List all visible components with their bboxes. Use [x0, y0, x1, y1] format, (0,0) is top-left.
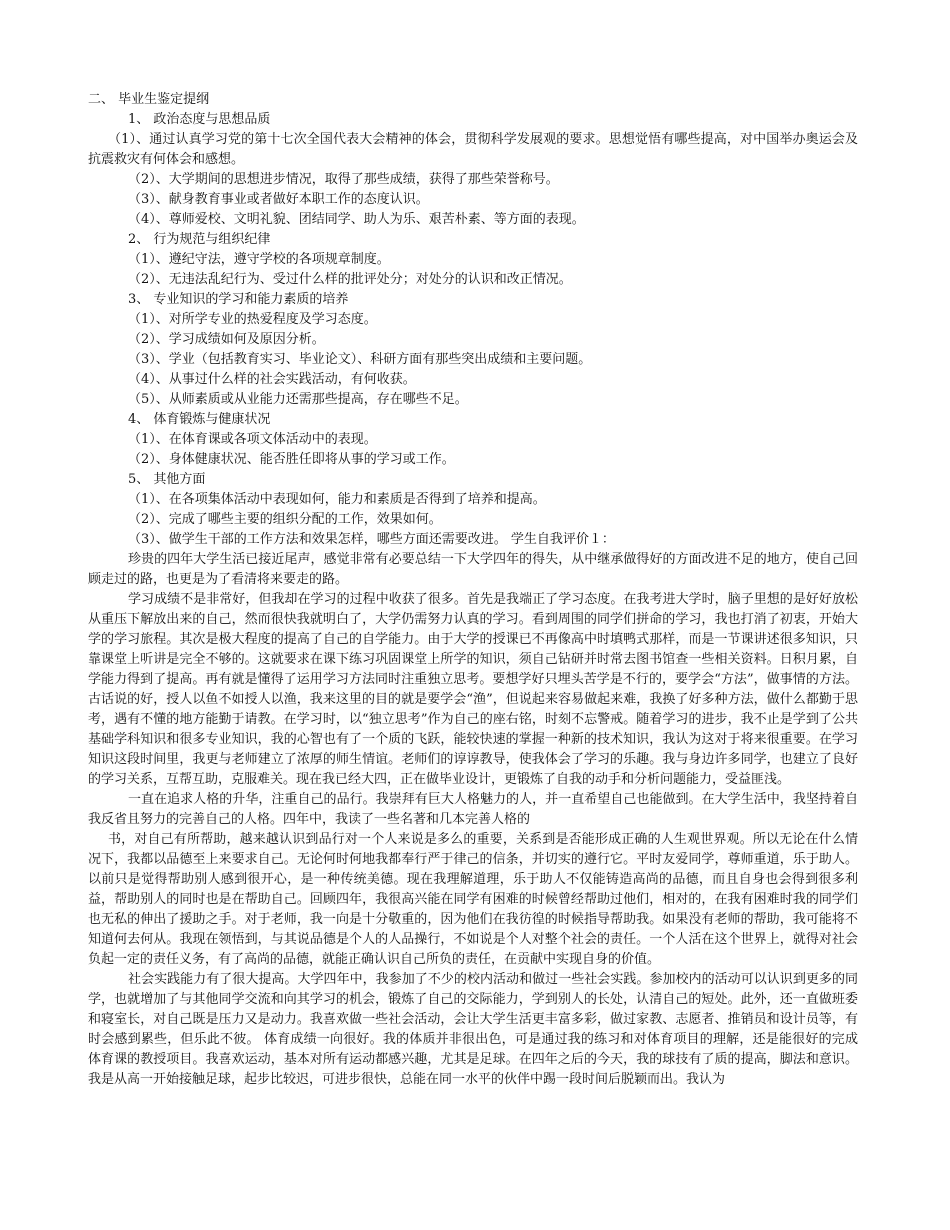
outline-item: （1）、对所学专业的热爱程度及学习态度。 [128, 312, 377, 327]
document-body [88, 90, 858, 1090]
outline-item: （5）、从师素质或从业能力还需那些提高，存在哪些不足。 [128, 392, 468, 407]
essay-paragraph: 学习成绩不是非常好，但我却在学习的过程中收获了很多。首先是我端正了学习态度。在我考进大学时，脑子里想的是好好放松从重压下解放出来的自己，然而很快我就明白了，大学仍需努力认真的学习。看到周围的同学们拼命的学习，我也打消了初衷，开始大学的学习旅程。其次是极大程度的提高了自己的自学能力。由于大学的授课已不再像高中时填鸭式那样，而是一节课讲述很多知识，只靠课堂上听讲是完全不够的。这就要求在课下练习巩固课堂上所学的知识，须自己钻研并时常去图书馆查一些相关资料。日积月累，自学能力得到了提高。再有就是懂得了运用学习方法同时注重独立思考。要想学好只埋头苦学是不行的，要学会“方法”，做事情的方法。古话说的好，授人以鱼不如授人以渔，我来这里的目的就是要学会“渔”，但说起来容易做起来难，我换了好多种方法，做什么都勤于思考，遇有不懂的地方能勤于请教。在学习时，以“独立思考”作为自己的座右铭，时刻不忘警戒。随着学习的进步，我不止是学到了公共基础学科知识和很多专业知识，我的心智也有了一个质的飞跃，能较快速的掌握一种新的技术知识，我认为这对于将来很重要。在学习知识这段时间里，我更与老师建立了浓厚的师生情谊。老师们的谆谆教导，使我体会了学习的乐趣。我与身边许多同学，也建立了良好的学习关系，互帮互助，克服难关。现在我已经大四，正在做毕业设计，更锻炼了自我的动手和分析问题能力，受益匪浅。 [88, 592, 858, 787]
outline-item: （4）、从事过什么样的社会实践活动，有何收获。 [128, 372, 416, 387]
outline-item: （2）、完成了哪些主要的组织分配的工作，效果如何。 [128, 512, 442, 527]
outline-item: （2）、身体健康状况、能否胜任即将从事的学习或工作。 [128, 452, 455, 467]
essay-paragraph: 一直在追求人格的升华，注重自己的品行。我崇拜有巨大人格魅力的人，并一直希望自己也能做到。在大学生活中，我坚持着自我反省且努力的完善自己的人格。四年中，我读了一些名著和几本完善人格的 [88, 792, 858, 827]
essay-paragraph: 书，对自己有所帮助，越来越认识到品行对一个人来说是多么的重要，关系到是否能形成正确的人生观世界观。所以无论在什么情况下，我都以品德至上来要求自己。无论何时何地我都奉行严于律己的信条，并切实的遵行它。平时友爱同学，尊师重道，乐于助人。以前只是觉得帮助别人感到很开心，是一种传统美德。现在我理解道理，乐于助人不仅能铸造高尚的品德，而且自身也会得到很多利益，帮助别人的同时也是在帮助自己。回顾四年，我很高兴能在同学有困难的时候曾经帮助过他们，相对的，在我有困难时我的同学们也无私的伸出了援助之手。对于老师，我一向是十分敬重的，因为他们在我彷徨的时候指导帮助我。如果没有老师的帮助，我可能将不知道何去何从。我现在领悟到，与其说品德是个人的人品操行，不如说是个人对整个社会的责任。一个人活在这个世界上，就得对社会负起一定的责任义务，有了高尚的品德，就能正确认识自己所负的责任，在贡献中实现自身的价值。 [88, 832, 858, 967]
outline-item: （3）、献身教育事业或者做好本职工作的态度认识。 [128, 192, 429, 207]
section-title: 3、 专业知识的学习和能力素质的培养 [128, 292, 349, 307]
section-title: 4、 体育锻炼与健康状况 [128, 412, 271, 427]
section-title: 5、 其他方面 [128, 472, 206, 487]
outline-item: （1）、在体育课或各项文体活动中的表现。 [128, 432, 377, 447]
outline-item: （1）、在各项集体活动中表现如何，能力和素质是否得到了培养和提高。 [128, 492, 546, 507]
outline-item: （3）、做学生干部的工作方法和效果怎样，哪些方面还需要改进。 学生自我评价１： [128, 532, 615, 547]
outline-item: （2）、学习成绩如何及原因分析。 [128, 332, 325, 347]
outline-item: （1）、遵纪守法，遵守学校的各项规章制度。 [128, 252, 390, 267]
essay-paragraph: 珍贵的四年大学生活已接近尾声，感觉非常有必要总结一下大学四年的得失，从中继承做得好的方面改进不足的地方，使自己回顾走过的路，也更是为了看清将来要走的路。 [88, 552, 858, 587]
essay-paragraph: 社会实践能力有了很大提高。大学四年中，我参加了不少的校内活动和做过一些社会实践。参加校内的活动可以认识到更多的同学，也就增加了与其他同学交流和向其学习的机会，锻炼了自己的交际能力，学到别人的长处，认清自己的短处。此外，还一直做班委和寝室长，对自己既是压力又是动力。我喜欢做一些社会活动，会让大学生活更丰富多彩，做过家教、志愿者、推销员和设计员等，有时会感到累些，但乐此不彼。 体育成绩一向很好。我的体质并非很出色，可是通过我的练习和对体育项目的理解，还是能很好的完成体育课的教授项目。我喜欢运动，基本对所有运动都感兴趣，尤其是足球。在四年之后的今天，我的球技有了质的提高，脚法和意识。我是从高一开始接触足球，起步比较迟，可进步很快，总能在同一水平的伙伴中踢一段时间后脱颖而出。我认为 [88, 972, 858, 1087]
outline-item: （2）、无违法乱纪行为、受过什么样的批评处分；对处分的认识和改正情况。 [128, 272, 572, 287]
outline-item: （2）、大学期间的思想进步情况，取得了那些成绩，获得了那些荣誉称号。 [128, 172, 559, 187]
outline-heading: 二、 毕业生鉴定提纲 [88, 92, 210, 107]
outline-item: （3）、学业（包括教育实习、毕业论文）、科研方面有那些突出成绩和主要问题。 [128, 352, 592, 367]
outline-item: （4）、尊师爱校、文明礼貌、团结同学、助人为乐、艰苦朴素、等方面的表现。 [128, 212, 585, 227]
section-title: 1、 政治态度与思想品质 [128, 112, 271, 127]
outline-item: （1）、通过认真学习党的第十七次全国代表大会精神的体会，贯彻科学发展观的要求。思想觉悟有哪些提高，对中国举办奥运会及抗震救灾有何体会和感想。 [88, 132, 858, 167]
section-title: 2、 行为规范与组织纪律 [128, 232, 271, 247]
